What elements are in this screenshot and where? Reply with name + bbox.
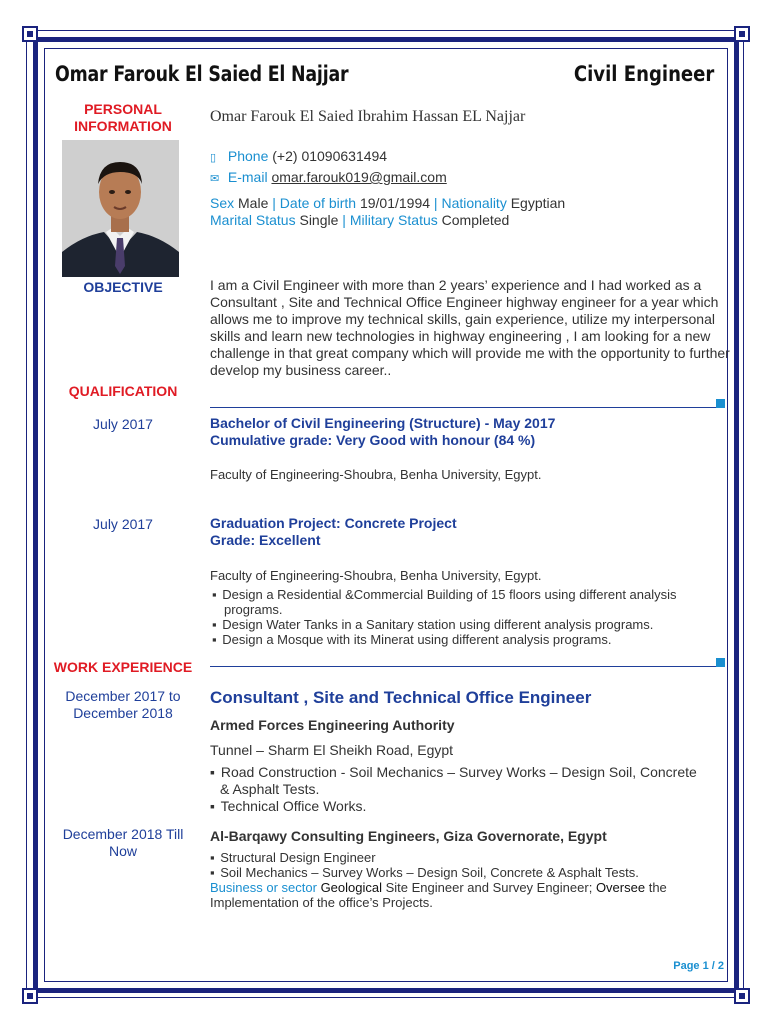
bullet-text: Soil Mechanics – Survey Works – Design Soil, Concrete & Asphalt Tests.	[220, 865, 639, 880]
job-location: Tunnel – Sharm El Sheikh Road, Egypt	[210, 742, 454, 758]
qualification-date: July 2017	[93, 416, 153, 432]
dob-value: 19/01/1994	[359, 195, 431, 211]
date-line: December 2018 Till	[62, 826, 184, 842]
list-item	[210, 850, 710, 865]
person-photo-illustration	[62, 140, 179, 277]
institution: Faculty of Engineering-Shoubra, Benha University, Egypt.	[210, 467, 542, 482]
header-name: Omar Farouk El Saied El Najjar	[55, 62, 349, 86]
nationality-label: Nationality	[441, 195, 507, 211]
dob-label: Date of birth	[279, 195, 357, 211]
bullet-text: Design Water Tanks in a Sanitary station using different analysis programs.	[222, 617, 654, 632]
phone-label: Phone	[227, 148, 269, 164]
email-link[interactable]: omar.farouk019@gmail.com	[271, 169, 447, 185]
divider-square	[716, 399, 725, 408]
qualification-date: July 2017	[93, 516, 153, 532]
date-line: December 2018	[73, 705, 173, 721]
military-label: Military Status	[349, 212, 438, 228]
phone-row	[210, 148, 387, 164]
list-item	[210, 798, 730, 815]
section-divider	[210, 666, 718, 667]
project-title: Graduation Project: Concrete Project	[210, 515, 457, 531]
job-bullet-list	[210, 764, 730, 815]
section-label-line: INFORMATION	[74, 118, 172, 134]
email-label: E-mail	[227, 169, 268, 185]
profile-photo	[62, 140, 179, 277]
sector-value: Oversee	[595, 880, 646, 895]
personal-details-row-1	[210, 195, 565, 211]
job-bullet-list	[210, 850, 710, 880]
separator: |	[342, 212, 346, 228]
list-item	[212, 632, 712, 647]
bullet-text: Design a Residential &Commercial Building of 15 floors using different analysis	[222, 587, 677, 602]
sex-label: Sex	[210, 195, 235, 211]
corner-ornament	[734, 26, 750, 42]
date-line: December 2017 to	[65, 688, 181, 704]
job-title: Consultant , Site and Technical Office Engineer	[210, 688, 592, 707]
section-divider	[210, 407, 718, 408]
date-line: Now	[108, 843, 137, 859]
list-item	[210, 764, 730, 798]
degree-grade: Cumulative grade: Very Good with honour (84 %)	[210, 432, 536, 448]
business-sector	[210, 880, 730, 910]
full-name: Omar Farouk El Saied Ibrahim Hassan EL Najjar	[210, 108, 526, 125]
objective-text: I am a Civil Engineer with more than 2 years’ experience and I had worked as a Consultant , Site and Technical Office Engineer highway engineer for a year which allows me to improve my technical skills, gain experience, utilize my interpersonal skills and learn new technologies in highway engineering , I am looking for a new challenge in that great company which will provide me with the opportunity to further develop my business career..	[210, 277, 730, 378]
envelope-icon: ✉	[210, 173, 220, 185]
corner-ornament	[22, 988, 38, 1004]
list-item	[210, 865, 710, 880]
section-label-objective: OBJECTIVE	[83, 279, 163, 295]
sector-value: the Implementation of the office’s Projects.	[210, 880, 667, 910]
employer: Armed Forces Engineering Authority	[210, 717, 455, 733]
bullet-text-continued: programs.	[224, 602, 283, 617]
separator: |	[272, 195, 276, 211]
bullet-text: Road Construction - Soil Mechanics – Survey Works – Design Soil, Concrete	[220, 764, 697, 780]
project-bullet-list	[212, 587, 712, 647]
sector-value: Site Engineer and Survey Engineer;	[385, 880, 593, 895]
corner-ornament	[734, 988, 750, 1004]
marital-label: Marital Status	[210, 212, 296, 228]
bullet-text: Design a Mosque with its Minerat using different analysis programs.	[222, 632, 612, 647]
military-value: Completed	[441, 212, 510, 228]
phone-icon: ▯	[210, 152, 217, 164]
employer: Al-Barqawy Consulting Engineers, Giza Governorate, Egypt	[210, 828, 607, 844]
bullet-text: Technical Office Works.	[220, 798, 367, 814]
sector-label: Business or sector	[210, 880, 317, 895]
section-label-line: PERSONAL	[84, 101, 162, 117]
phone-value: (+2) 01090631494	[272, 148, 388, 164]
sex-value: Male	[238, 195, 269, 211]
bullet-text: Structural Design Engineer	[220, 850, 376, 865]
corner-ornament	[22, 26, 38, 42]
separator: |	[433, 195, 438, 211]
institution: Faculty of Engineering-Shoubra, Benha University, Egypt.	[210, 568, 542, 583]
bullet-text-continued: & Asphalt Tests.	[220, 781, 320, 797]
email-row	[210, 169, 447, 185]
section-label-work-experience: WORK EXPERIENCE	[53, 659, 193, 675]
header-title: Civil Engineer	[573, 62, 714, 86]
nationality-value: Egyptian	[510, 195, 566, 211]
section-label-qualification: QUALIFICATION	[68, 383, 178, 399]
page-number: Page 1 / 2	[673, 960, 724, 972]
sector-value: Geological	[320, 880, 382, 895]
job-date-range	[48, 688, 198, 722]
project-grade: Grade: Excellent	[210, 532, 321, 548]
personal-details-row-2	[210, 212, 509, 228]
section-label-personal	[48, 101, 198, 135]
marital-value: Single	[299, 212, 339, 228]
list-item	[212, 617, 712, 632]
degree-title: Bachelor of Civil Engineering (Structure) - May 2017	[210, 415, 556, 431]
job-date-range	[48, 826, 198, 860]
divider-square	[716, 658, 725, 667]
list-item	[212, 587, 712, 617]
